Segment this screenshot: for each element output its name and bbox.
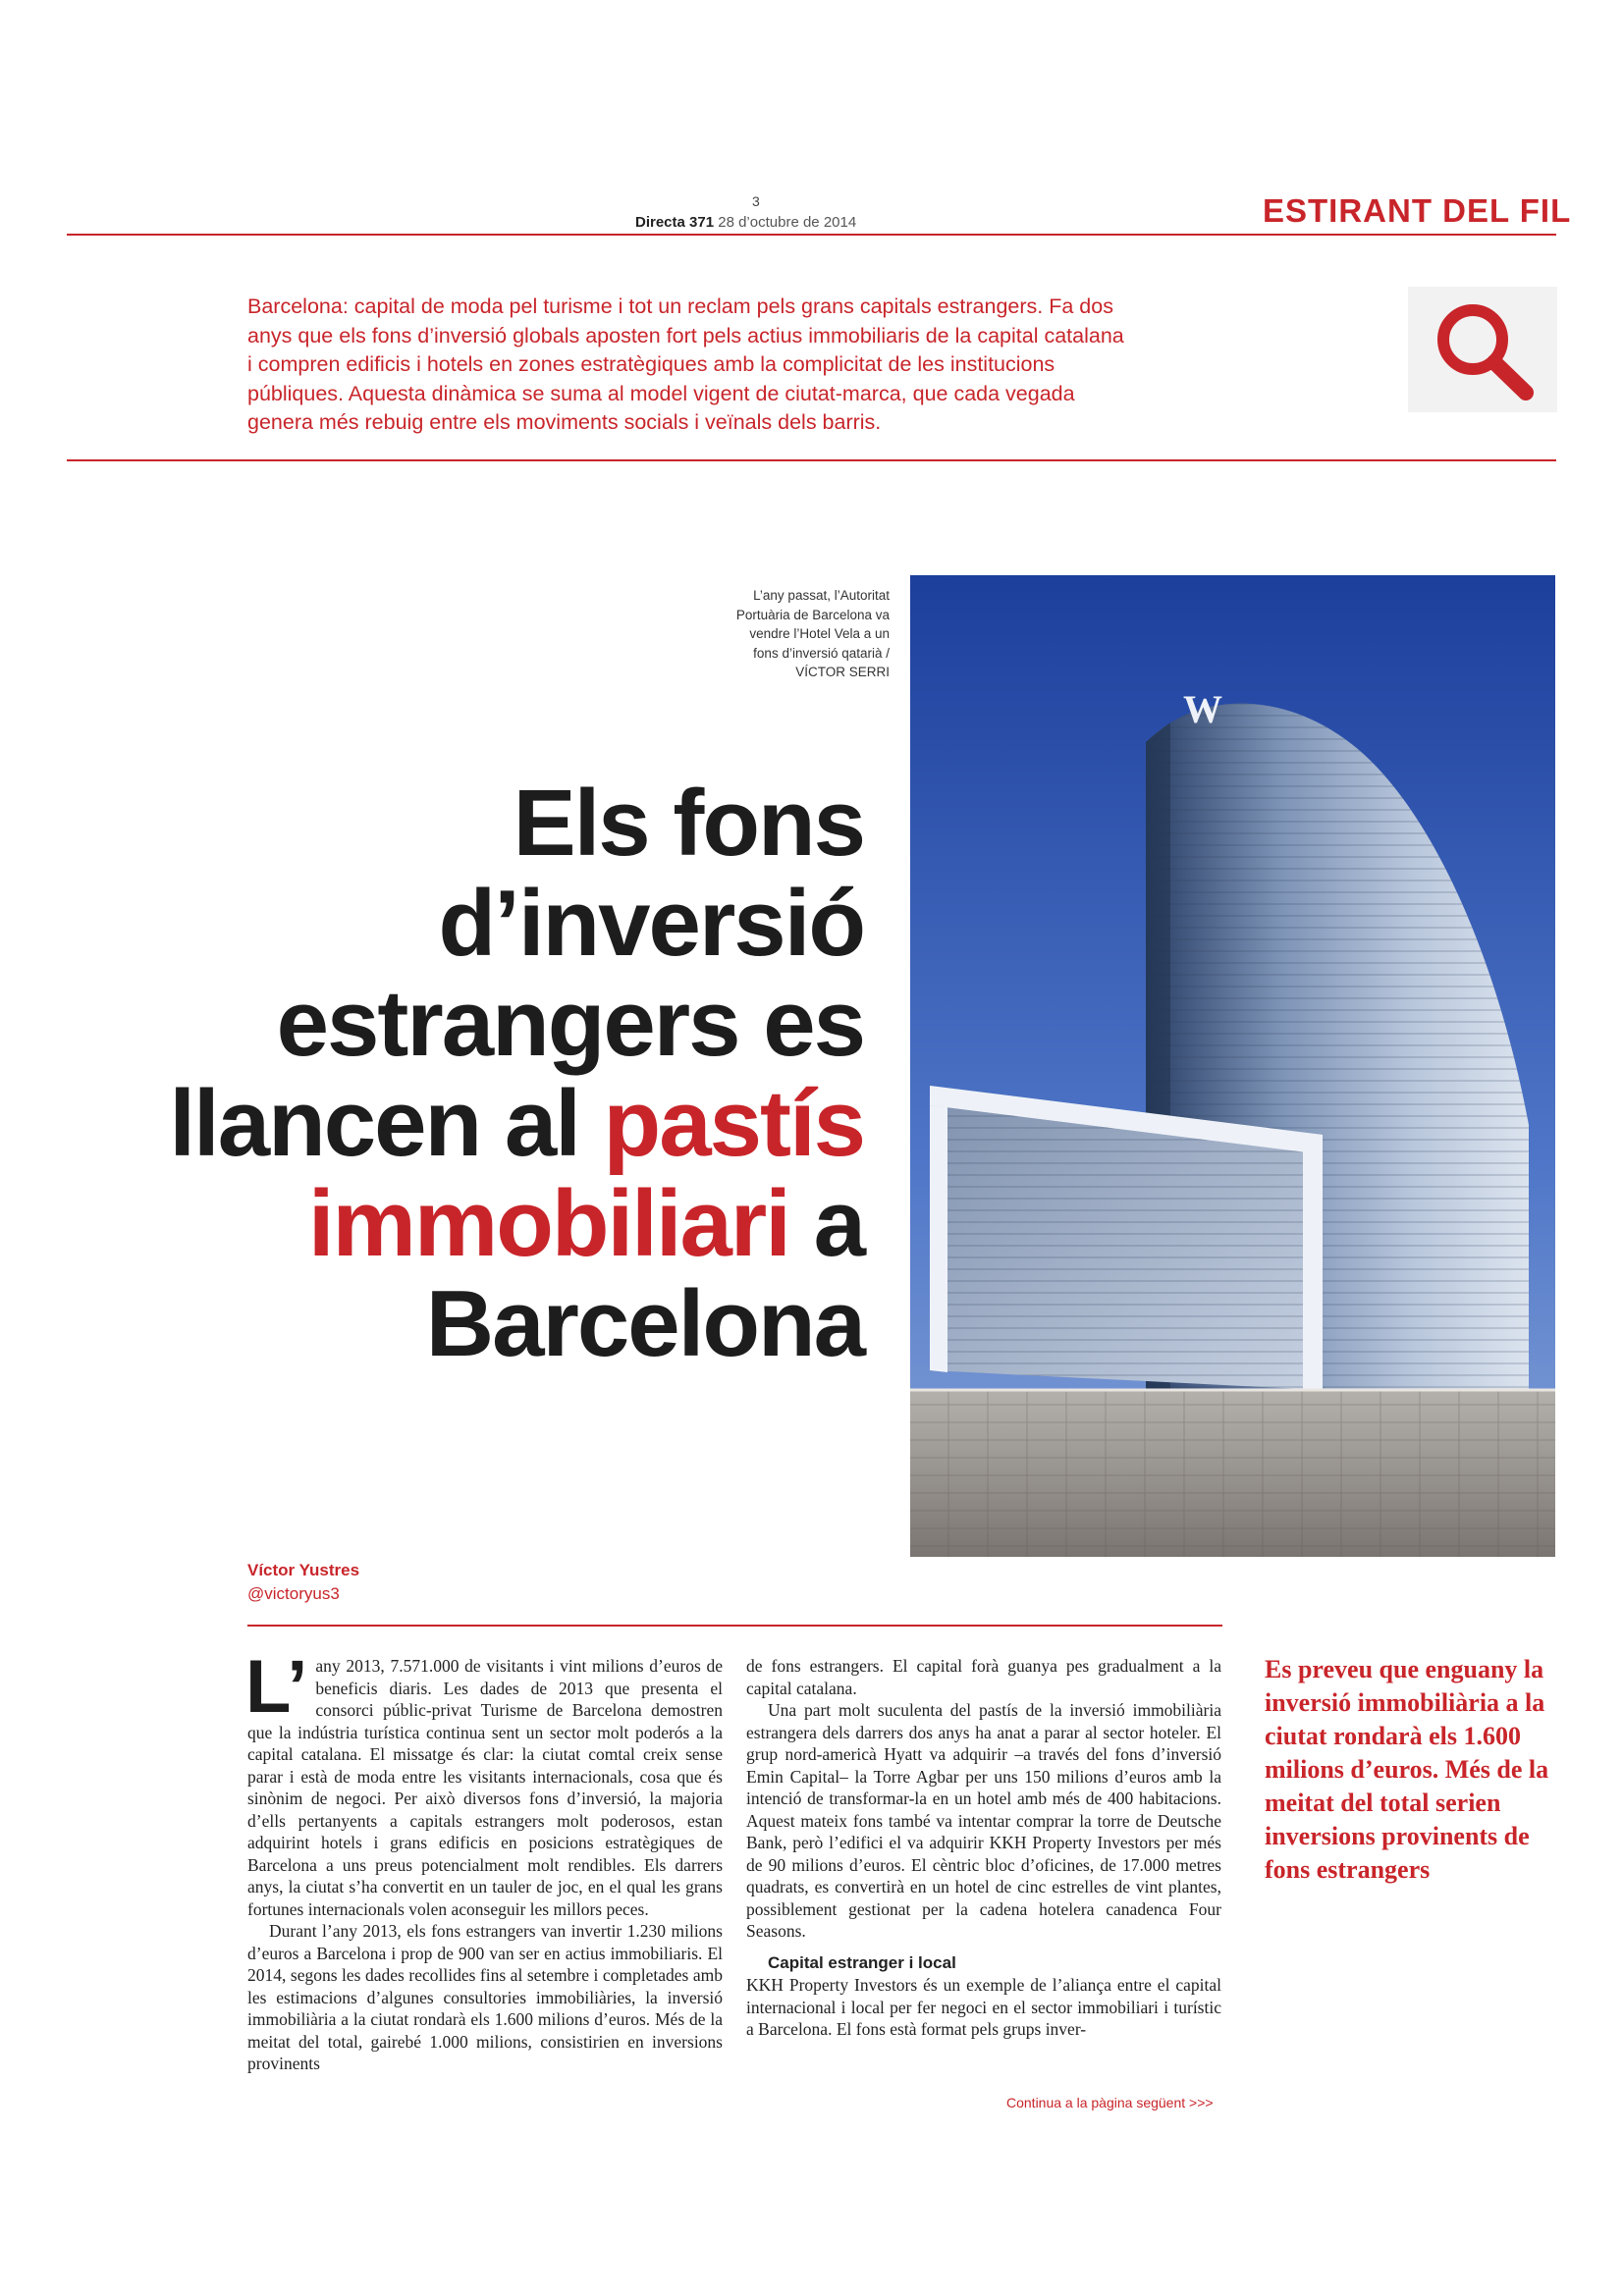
- intro-divider: [67, 459, 1556, 461]
- pull-quote: Es preveu que enguany la inversió immobiliària a la ciutat rondarà els 1.600 milions d’euros. Més de la meitat del total serien inversions provinents de fons estrangers: [1265, 1655, 1549, 1884]
- body-paragraph-3: de fons estrangers. El capital forà guanya pes gradualment a la capital catalana.: [746, 1656, 1221, 1698]
- body-paragraph-5: KKH Property Investors és un exemple de l’aliança entre el capital internacional i local per fer negoci en el sector immobiliari i turístic a Barcelona. El fons està format pels grups inver-: [746, 1975, 1221, 2039]
- headline-highlight-2: immobiliari: [307, 1171, 789, 1276]
- author-name: Víctor Yustres: [247, 1561, 360, 1579]
- headline-line-6: Barcelona: [425, 1271, 864, 1376]
- section-icon-box: [1408, 287, 1557, 412]
- issue-date: 28 d’octubre de 2014: [718, 214, 857, 231]
- section-title: ESTIRANT DEL FIL: [1263, 192, 1572, 229]
- body-column-1: [245, 1645, 723, 2075]
- drop-cap: L’: [245, 1645, 308, 1729]
- author-handle[interactable]: @victoryus3: [247, 1584, 340, 1603]
- body-subhead: Capital estranger i local: [768, 1952, 956, 1972]
- photo-caption: L’any passat, l’Autoritat Portuària de Barcelona va vendre l’Hotel Vela a un fons d’inversió qatarià / VÍCTOR SERRI: [735, 588, 890, 679]
- body-divider: [247, 1625, 1222, 1627]
- issue-number: Directa 371: [635, 214, 715, 231]
- hotel-photo: [910, 575, 1555, 1557]
- body-paragraph-1: L’ any 2013, 7.571.000 de visitants i vint milions d’euros de beneficis diaris. Les dades de 2013 que presenta el consorci públic-privat Turisme de Barcelona demostren que la indústria turística continua sent un sector molt poderós a la capital catalana. El missatge és clar: la ciutat comtal creix sense parar i està de moda entre les visitants internacionals, cosa que és sinònim de negoci. Per això diversos fons d’inversió, la majoria d’ells pertanyents a capitals estrangers molt poderosos, estan adquirint hotels i grans edificis en posicions estratègiques de Barcelona a uns preus potencialment molt rendibles. Els darrers anys, la ciutat s’ha convertit en un tauler de joc, en el qual les grans fortunes internacionals volen aconseguir les millors peces.: [245, 1645, 723, 1919]
- headline-highlight-1: pastís: [603, 1071, 864, 1176]
- headline-line-2: d’inversió: [438, 871, 864, 976]
- svg-text:W: W: [1183, 687, 1222, 731]
- search-icon: [1428, 296, 1538, 404]
- top-divider: [67, 234, 1556, 236]
- headline-line-5b: a: [788, 1171, 864, 1276]
- headline-line-4a: llancen al: [169, 1071, 604, 1176]
- headline: [79, 771, 864, 1376]
- continue-link[interactable]: Continua a la pàgina següent >>>: [1006, 2095, 1214, 2110]
- body-paragraph-2: Durant l’any 2013, els fons estrangers van invertir 1.230 milions d’euros a Barcelona i prop de 900 van ser en actius immobiliaris. El 2014, segons les dades recollides fins al setembre i completades amb les estimacions d’algunes consultories immobiliàries, la inversió immobiliària a la ciutat rondarà els 1.600 milions d’euros. Més de la meitat del total, gairebé 1.000 milions, consistirien en inversions provinents: [247, 1921, 723, 2073]
- headline-line-3: estrangers es: [276, 971, 864, 1076]
- issue-line: [635, 214, 856, 231]
- body-paragraph-4: Una part molt suculenta del pastís de la inversió immobiliària estrangera dels darrers dos anys ha anat a parar al sector hoteler. El grup nord-americà Hyatt va adquirir –a través del fons d’inversió Emin Capital– la Torre Agbar per uns 150 milions d’euros amb la intenció de transformar-la en un hotel amb més de 400 habitacions. Aquest mateix fons també va intentar comprar la torre de Deutsche Bank, però l’edifici el va adquirir KKH Property Investors per més de 90 milions d’euros. El cèntric bloc d’oficines, de 17.000 metres quadrats, es convertirà en un hotel de cinc estrelles de vint plantes, possiblement gestionat per la cadena hotelera canadenca Four Seasons.: [746, 1700, 1221, 1941]
- page-number: 3: [752, 193, 760, 209]
- intro-text: Barcelona: capital de moda pel turisme i tot un reclam pels grans capitals estrangers. Fa dos anys que els fons d’inversió globals aposten fort pels actius immobiliaris de la capital catalana i compren edificis i hotels en zones estratègiques amb la complicitat de les institucions públiques. Aquesta dinàmica se suma al model vigent de ciutat-marca, que cada vegada genera més rebuig entre els moviments socials i veïnals dels barris.: [247, 294, 1124, 434]
- headline-line-1: Els fons: [513, 771, 864, 876]
- body-column-2: [746, 1655, 1221, 2041]
